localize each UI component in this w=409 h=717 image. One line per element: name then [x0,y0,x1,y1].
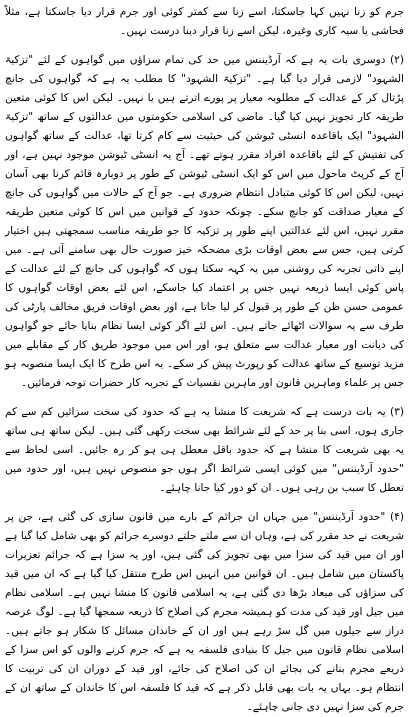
paragraph-2-text: دوسری بات یہ ہے کہ آرڈیننس میں حد کی تمام سزاؤں میں گواہوں کے لئے "تزکیۃ الشہود" لازمی قرار دیا گیا ہے۔ "تزکیۃ الشہود" کا مطلب یہ ہے کہ گواہوں کی جانچ پڑتال کر کے عدالت کے مطلوبہ معیار پر پورے اترتے ہیں یا نہیں۔ لیکن اس کا کوئی متعین طریقہ کار تجویز نہیں کیا گیا۔ ماضی کی اسلامی حکومتوں میں عدالتوں کے ساتھ "تزکیۃ الشہود" ایک باقاعدہ انسٹی ٹیوشن کی حیثیت سے کام کرتا تھا، عدالت کے ساتھ گواہوں کی تفتیش کے لئے باقاعدہ افراد مقرر ہوتے تھے۔ آج یہ انسٹی ٹیوشن موجود نہیں ہے، اور آج کے کرپٹ ماحول میں اس کو ایک انسٹی ٹیوشن کے طور پر دوبارہ قائم کرنا بھی آسان نہیں، لیکن اس کا کوئی متبادل انتظام ضروری ہے۔ جو آج کے حالات میں گواہوں کی جانچ کے معیار صداقت کو جانچ سکے۔ چونکہ حدود کے قوانین میں اس کا کوئی متعین طریقہ مقرر نہیں، اس لئے عدالتیں اپنے طور پر تزکیہ کا جو طریقہ مناسب سمجھتی ہیں اختیار کرتی ہیں، جس سے بعض اوقات بڑی مضحکہ خیز صورت حال بھی سامنے آئی ہے۔ میں اپنے ذاتی تجربہ کی روشنی میں یہ کہہ سکتا ہوں کہ گواہوں کی جانچ کے لئے عدالت کے پاس کوئی ایسا ذریعہ نہیں جس پر اعتماد کیا جاسکے، اس لئے بعض اوقات گواہوں کا عمومی حسن ظن کے طور پر قبول کر لیا جاتا ہے، اور بعض اوقات فریق مخالف پارٹی کی طرف سے یہ سوالات اٹھائے جاتے ہیں۔ اس لئے اگر کوئی ایسا نظام بنایا جائے جو گواہوں کی دیانت اور معیار عدالت سے متعلق ہو، اور اس میں موجود طریق کار کے مقابلے میں مزید توسیع کے ساتھ عدالت کو رپورٹ پیش کر سکے۔ یہ اس طرح کا ایک ایسا منصوبہ ہو جس پر علماء وماہرین قانون اور ماہرین نفسیات کے تجربہ کار حضرات توجہ فرمائیں۔ [5,54,404,389]
paragraph-1 [5,3,404,41]
paragraph-4 [5,508,404,717]
paragraph-4-text: "حدود آرڈیننس" میں جہاں ان جرائم کے بارے میں قانون سازی کی گئی ہے، جن پر شریعت نے حد مقرر کی ہے، وہاں ان سے ملتے جلتے دوسرے جرائم کو بھی شامل کیا گیا ہے اور ان میں قید کی سزا میں بھی تجویز کی گئی ہیں، اور یہ سزا ہے کہ جرائم تعزیرات پاکستان میں شامل ہیں۔ ان قوانین میں انہیں اس طرح منتقل کیا گیا ہے کہ ان میں قید کی سزاؤں کی میعاد بڑھا دی گئی ہے، یہ اسلامی قانون کا منشا نہیں ہے۔ اسلامی نظام میں جیل اور قید کی مدت کو ہمیشہ مجرم کی اصلاح کا ذریعہ سمجھا گیا ہے۔ لوگ عرصہ دراز سے جیلوں میں گل سڑ رہے ہیں اور ان کے خاندان مسائل کا شکار ہو جاتے ہیں۔ اسلامی نظام قانون میں جیل کا بنیادی فلسفہ یہ ہے کہ جرم کرنے والوں کو اس سزا کے ذریعے مجرم بنانے کی بجائے ان کی اصلاح کی جائے، اور قید کے دوران ان کی تربیت کا انتظام ہو۔ یہاں یہ بات بھی قابل ذکر ہے کہ قید کا فلسفہ اس کا خاندان کے ساتھ ان کے جرم کی سزا نہیں دی جانی چاہئے۔ [5,511,404,713]
paragraph-3 [5,403,404,498]
paragraph-gap [5,498,404,508]
paragraph-1-text: جرم کو زنا نہیں کہا جاسکتا، اسے زنا سے کمتر کوئی اور جرم قرار دیا جاسکتا ہے، مثلاً فحاشی یا سیہ کاری وغیرہ، لیکن اسے زنا قرار دینا درست نہیں۔ [5,6,404,37]
paragraph-gap [5,41,404,51]
paragraph-3-number: (۳) [390,406,404,418]
paragraph-2-number: (۲) [390,54,404,66]
paragraph-4-number: (۴) [390,511,404,523]
paragraph-2 [5,51,404,393]
paragraph-gap [5,393,404,403]
paragraph-3-text: یہ بات درست ہے کہ شریعت کا منشا یہ ہے کہ حدود کی سخت سزائیں کم سے کم جاری ہوں، اسی بنا پر حد کے لئے شرائط بھی سخت رکھی گئی ہیں۔ لیکن ساتھ ہی ساتھ یہ بھی شریعت کا منشا ہے کہ حدود باقل معطل ہی ہو کر رہ جائیں۔ اسی لحاظ سے "حدود آرڈیننس" میں کوئی ایسی شرائط اگر ہوں جو منصوص نہیں ہیں، اور حدود میں تعطل کا سبب بن رہی ہوں۔ ان کو دور کیا جانا چاہئے۔ [5,406,404,494]
